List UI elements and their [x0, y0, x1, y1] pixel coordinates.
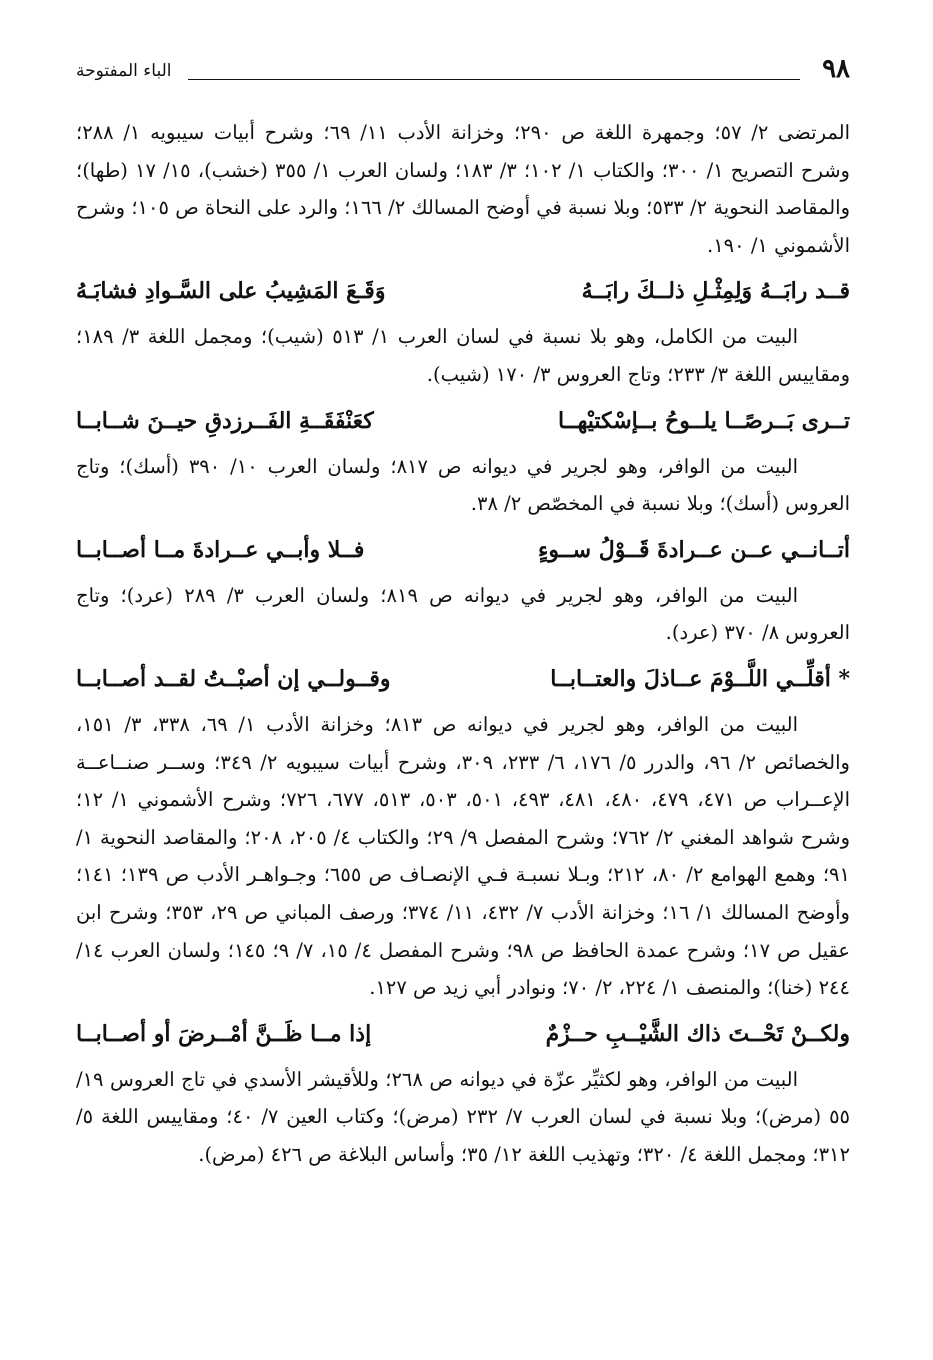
citation-paragraph: البيت من الوافر، وهو لجرير في ديوانه ص ٨١٩؛ ولسان العرب ٣/ ٢٨٩ (عرد)؛ وتاج العروس ٨/ ٣٧٠ (عرد). — [76, 583, 850, 645]
verse-second-hemistich: وقــولــي إن أصبْــتُ لقــد أصــابــا — [76, 665, 391, 692]
section-title: الباء المفتوحة — [76, 61, 172, 81]
verse-first-hemistich: * أقلِّــي اللَّــوْمَ عــاذلَ والعتــابــا — [550, 665, 850, 692]
verse-first-hemistich: تــرى بَــرصًــا يلــوحُ بــإسْكتيْهــا — [558, 407, 850, 434]
page-number: ٩٨ — [822, 54, 850, 84]
citation-paragraph: البيت من الوافر، وهو لكثيِّر عزّة في ديوانه ص ٢٦٨؛ وللأقيشر الأسدي في تاج العروس ١٩/ ٥٥ (مرض)؛ وبلا نسبة في لسان العرب ٧/ ٢٣٢ (مرض)؛ وكتاب العين ٧/ ٤٠؛ ومقاييس اللغة ٥/ ٣١٢؛ ومجمل اللغة ٤/ ٣٢٠؛ وتهذيب اللغة ١٢/ ٣٥؛ وأساس البلاغة ص ٤٢٦ (مرض). — [76, 1067, 851, 1166]
verse-second-hemistich: وَقَـعَ المَشِيبُ على السَّـوادِ فشابَـهُ — [76, 278, 386, 305]
citation-paragraph: المرتضى ٢/ ٥٧؛ وجمهرة اللغة ص ٢٩٠؛ وخزانة الأدب ١١/ ٦٩؛ وشرح أبيات سيبويه ١/ ٢٨٨؛ وشرح التصريح ١/ ٣٠٠؛ والكتاب ١/ ١٠٢؛ ٣/ ١٨٣؛ ولسان العرب ١/ ٣٥٥ (خشب)، ١٥/ ١٧ (طها)؛ والمقاصد النحوية ٢/ ٥٣٣؛ وبلا نسبة في أوضح المسالك ٢/ ١٦٦؛ والرد على النحاة ص ١٠٥؛ وشرح الأشموني ١/ ١٩٠. — [76, 121, 850, 257]
verse-second-hemistich: إذا مــا ظَــنَّ أمْــرضَ أو أصــابــا — [76, 1020, 372, 1047]
poetry-verse — [76, 264, 850, 318]
poetry-verse — [76, 652, 850, 706]
verse-first-hemistich: ولكــنْ تَحْــتَ ذاك الشَّيْــبِ حــزْمٌ — [545, 1020, 850, 1047]
verse-first-hemistich: قــد رابَــهُ وَلِمِثْـلِ ذلــكَ رابَــهُ — [581, 278, 850, 305]
citation-paragraph: البيت من الوافر، وهو لجرير في ديوانه ص ٨١٣؛ وخزانة الأدب ١/ ٦٩، ٣٣٨، ٣/ ١٥١، والخصائص ٢/ ٩٦، والدرر ٥/ ١٧٦، ٦/ ٢٣٣، ٣٠٩، وشرح أبيات سيبويه ٢/ ٣٤٩؛ وســر صنــاعــة الإعــراب ص ٤٧١، ٤٧٩، ٤٨٠، ٤٨١، ٤٩٣، ٥٠١، ٥٠٣، ٥١٣، ٦٧٧، ٧٢٦؛ وشرح الأشموني ١/ ١٢؛ وشرح شواهد المغني ٢/ ٧٦٢؛ وشرح المفصل ٩/ ٢٩؛ والكتاب ٤/ ٢٠٥، ٢٠٨؛ والمقاصد النحوية ١/ ٩١؛ وهمع الهوامع ٢/ ٨٠، ٢١٢؛ وبـلا نسبـة فـي الإنصـاف ص ٦٥٥؛ وجـواهـر الأدب ص ١٣٩؛ ١٤١؛ وأوضح المسالك ١/ ١٦؛ وخزانة الأدب ٧/ ٤٣٢، ١١/ ٣٧٤؛ ورصف المباني ص ٢٩، ٣٥٣؛ وشرح ابن عقيل ص ١٧؛ وشرح عمدة الحافظ ص ٩٨؛ وشرح المفصل ٤/ ١٥، ٧/ ٩؛ ١٤٥؛ ولسان العرب ١٤/ ٢٤٤ (خنا)؛ والمنصف ١/ ٢٢٤، ٢/ ٧٠؛ ونوادر أبي زيد ص ١٢٧. — [76, 712, 851, 1000]
page-content — [76, 114, 850, 1173]
verse-first-hemistich: أتــانــي عــن عــرادةَ قَــوْلُ ســوءٍ — [538, 536, 850, 563]
poetry-verse — [76, 523, 850, 577]
verse-second-hemistich: كعَنْفَقَــةِ الفَــرزدقِ حيــنَ شــابــا — [76, 407, 374, 434]
page-header — [76, 54, 850, 88]
verse-second-hemistich: فــلا وأبــي عــرادةَ مــا أصــابــا — [76, 536, 365, 563]
poetry-verse — [76, 394, 850, 448]
citation-paragraph: البيت من الكامل، وهو بلا نسبة في لسان العرب ١/ ٥١٣ (شيب)؛ ومجمل اللغة ٣/ ١٨٩؛ ومقاييس اللغة ٣/ ٢٣٣؛ وتاج العروس ٣/ ١٧٠ (شيب). — [76, 325, 850, 386]
citation-paragraph: البيت من الوافر، وهو لجرير في ديوانه ص ٨١٧؛ ولسان العرب ١٠/ ٣٩٠ (أسك)؛ وتاج العروس (أسك)؛ وبلا نسبة في المخصّص ٢/ ٣٨. — [76, 454, 850, 516]
poetry-verse — [76, 1007, 850, 1061]
header-rule — [188, 79, 800, 80]
